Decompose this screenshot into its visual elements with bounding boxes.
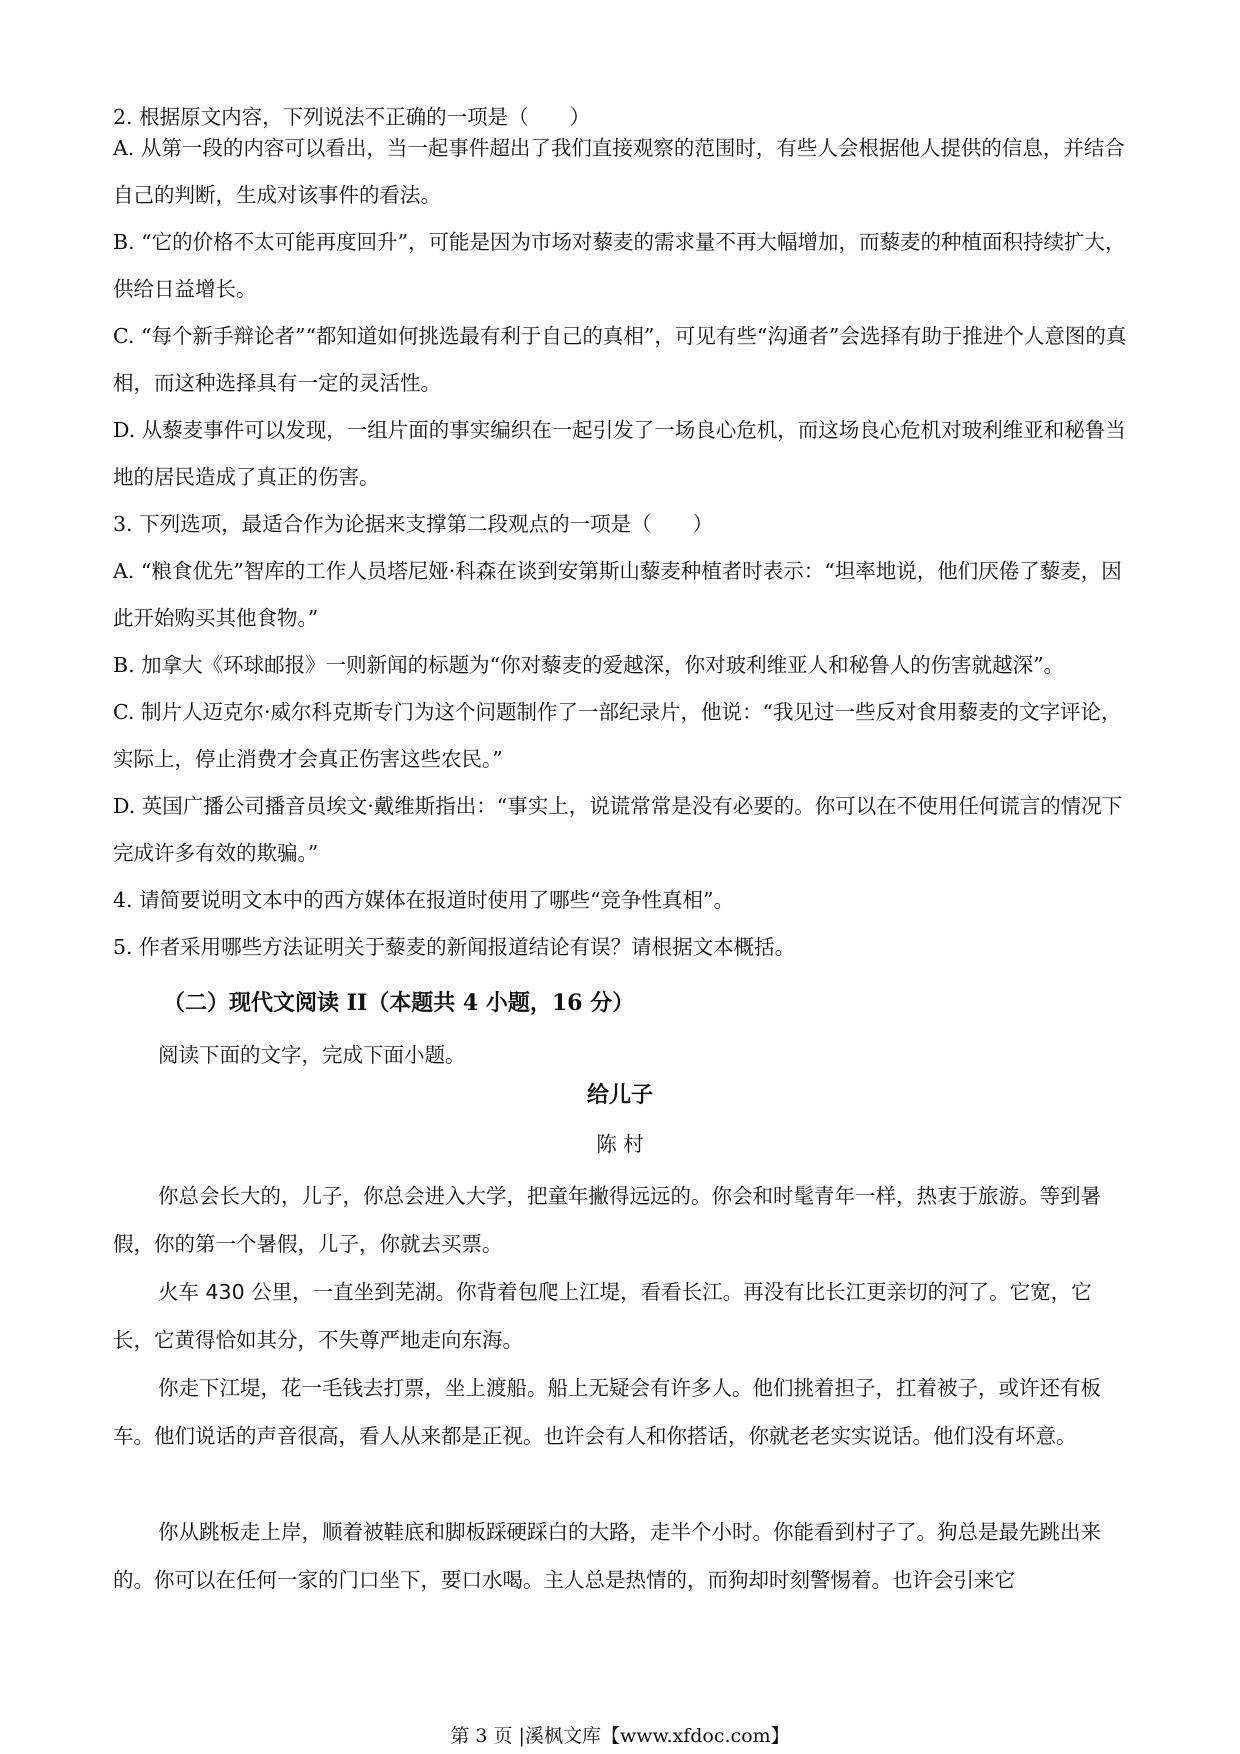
page-footer: 第 3 页 |溪枫文库【www.xfdoc.com】 bbox=[450, 1725, 790, 1747]
question-3-stem: 3. 下列选项，最适合作为论据来支撑第二段观点的一项是（ ） bbox=[113, 512, 714, 536]
section-heading: （二）现代文阅读 II（本题共 4 小题，16 分） bbox=[163, 990, 635, 1016]
question-2-stem: 2. 根据原文内容，下列说法不正确的一项是（ ） bbox=[113, 105, 591, 129]
question-5: 5. 作者采用哪些方法证明关于藜麦的新闻报道结论有误？请根据文本概括。 bbox=[113, 935, 796, 959]
article-paragraph-4: 你从跳板走上岸，顺着被鞋底和脚板踩硬踩白的大路，走半个小时。你能看到村子了。狗总是最先跳出来的。你可以在任何一家的门口坐下，要口水喝。主人总是热情的，而狗却时刻警惕着。也许会引来它 bbox=[113, 1520, 1101, 1592]
question-3-option-c: C. 制片人迈克尔·威尔科克斯专门为这个问题制作了一部纪录片，他说：“我见过一些反对食用藜麦的文字评论，实际上，停止消费才会真正伤害这些农民。” bbox=[113, 700, 1122, 771]
article-paragraph-2: 火车 430 公里，一直坐到芜湖。你背着包爬上江堤，看看长江。再没有比长江更亲切的河了。它宽，它长，它黄得恰如其分，不失尊严地走向东海。 bbox=[113, 1280, 1092, 1352]
question-3-option-a: A. “粮食优先”智库的工作人员塔尼娅·科森在谈到安第斯山藜麦种植者时表示：“坦率地说，他们厌倦了藜麦，因此开始购买其他食物。” bbox=[113, 559, 1122, 630]
section-intro: 阅读下面的文字，完成下面小题。 bbox=[158, 1043, 466, 1067]
article-paragraph-3: 你走下江堤，花一毛钱去打票，坐上渡船。船上无疑会有许多人。他们挑着担子，扛着被子，或许还有板车。他们说话的声音很高，看人从来都是正视。也许会有人和你搭话，你就老老实实说话。他们没有坏意。 bbox=[113, 1376, 1101, 1448]
question-3-option-b: B. 加拿大《环球邮报》一则新闻的标题为“你对藜麦的爱越深，你对玻利维亚人和秘鲁人的伤害就越深”。 bbox=[113, 653, 1065, 677]
question-2-option-d: D. 从藜麦事件可以发现，一组片面的事实编织在一起引发了一场良心危机，而这场良心危机对玻利维亚和秘鲁当地的居民造成了真正的伤害。 bbox=[113, 418, 1126, 489]
question-3-option-d: D. 英国广播公司播音员埃文·戴维斯指出：“事实上，说谎常常是没有必要的。你可以在不使用任何谎言的情况下完成许多有效的欺骗。” bbox=[113, 794, 1123, 865]
question-2-option-b: B. “它的价格不太可能再度回升”，可能是因为市场对藜麦的需求量不再大幅增加，而藜麦的种植面积持续扩大，供给日益增长。 bbox=[113, 230, 1126, 301]
article-title: 给儿子 bbox=[586, 1083, 653, 1108]
question-2-option-a: A. 从第一段的内容可以看出，当一起事件超出了我们直接观察的范围时，有些人会根据他人提供的信息，并结合自己的判断，生成对该事件的看法。 bbox=[113, 136, 1125, 207]
article-author: 陈 村 bbox=[596, 1132, 644, 1156]
question-4: 4. 请简要说明文本中的西方媒体在报道时使用了哪些“竞争性真相”。 bbox=[113, 888, 735, 912]
article-paragraph-1: 你总会长大的，儿子，你总会进入大学，把童年撇得远远的。你会和时髦青年一样，热衷于旅游。等到暑假，你的第一个暑假，儿子，你就去买票。 bbox=[113, 1184, 1101, 1256]
question-2-option-c: C. “每个新手辩论者”“都知道如何挑选最有利于自己的真相”，可见有些“沟通者”会选择有助于推进个人意图的真相，而这种选择具有一定的灵活性。 bbox=[113, 324, 1127, 395]
